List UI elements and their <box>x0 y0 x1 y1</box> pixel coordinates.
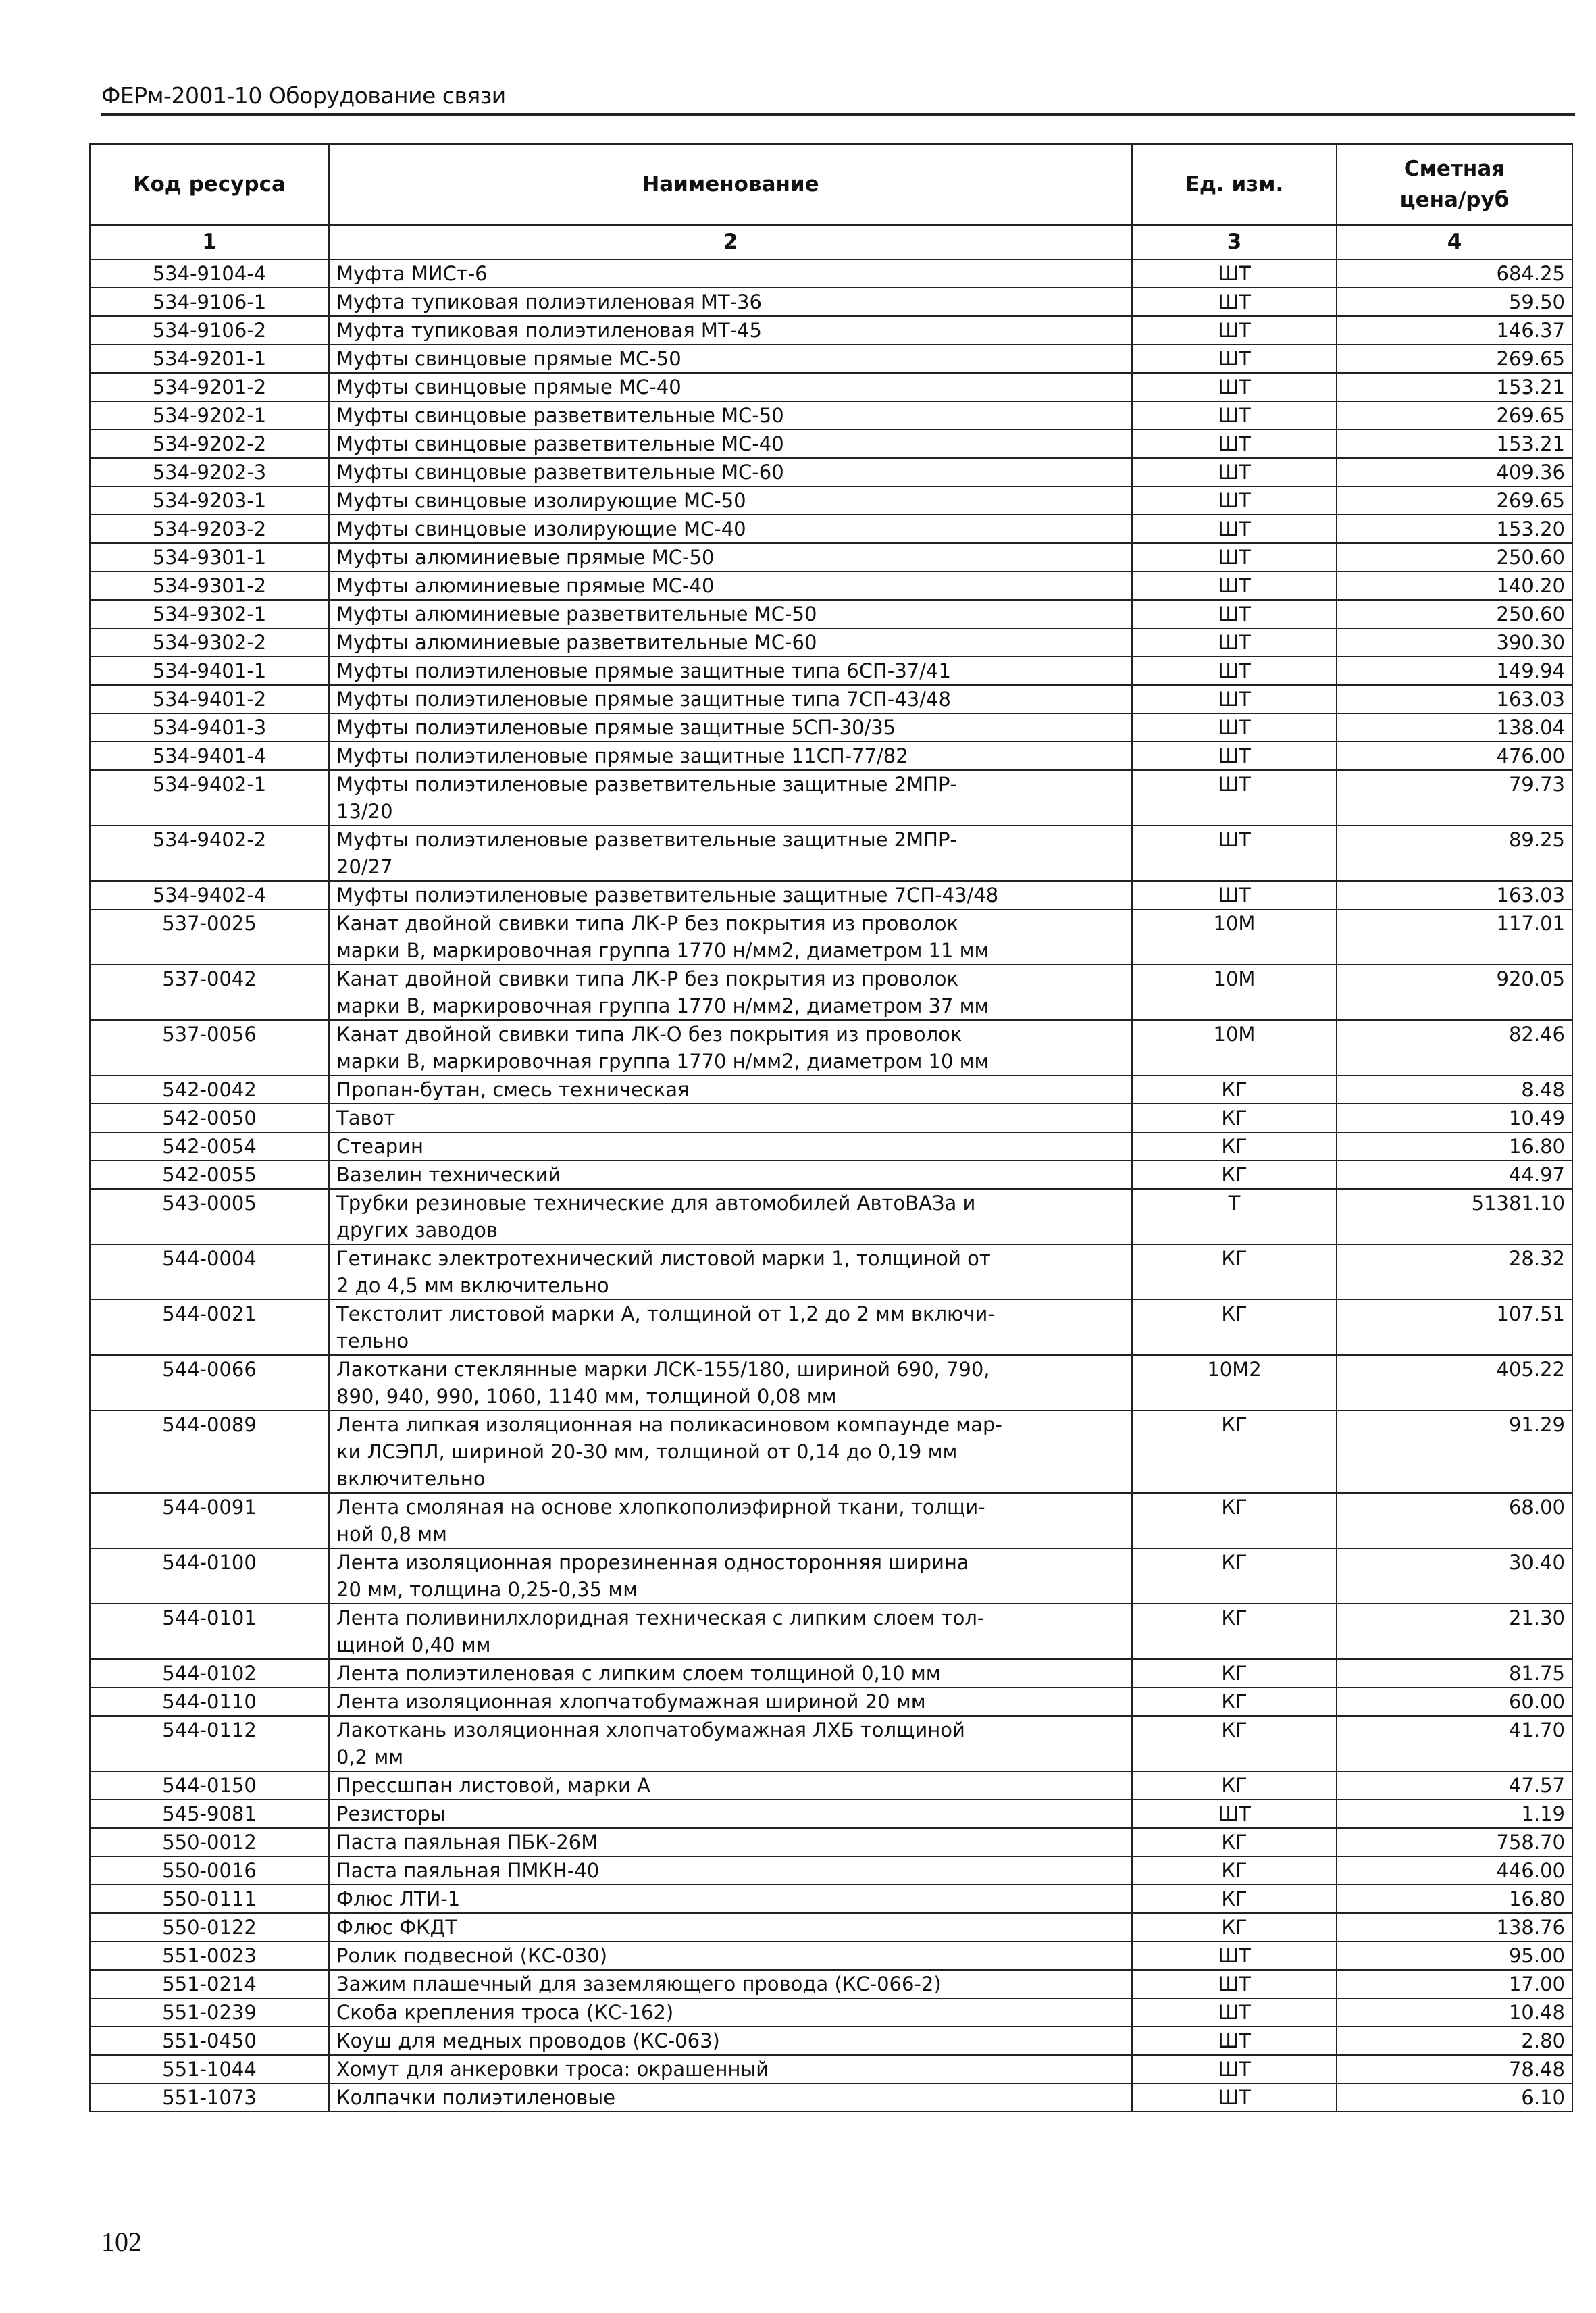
table-row <box>90 1244 1572 1300</box>
resource-name: Муфты свинцовые прямые МС-50 <box>329 345 1132 373</box>
resource-name: Текстолит листовой марки А, толщиной от 1,2 до 2 мм включи- тельно <box>329 1300 1132 1355</box>
resource-code: 534-9401-2 <box>90 685 329 713</box>
resource-code: 544-0089 <box>90 1410 329 1493</box>
table-row <box>90 1104 1572 1132</box>
unit: КГ <box>1132 1300 1337 1355</box>
table-row <box>90 1716 1572 1771</box>
resource-name: Скоба крепления троса (КС-162) <box>329 1998 1132 2027</box>
table-row <box>90 1604 1572 1659</box>
price: 117.01 <box>1337 909 1572 965</box>
price: 51381.10 <box>1337 1189 1572 1244</box>
table-row <box>90 742 1572 770</box>
price: 153.21 <box>1337 430 1572 458</box>
unit: КГ <box>1132 1716 1337 1771</box>
unit: КГ <box>1132 1548 1337 1604</box>
table-row <box>90 1856 1572 1885</box>
column-number: 1 <box>90 225 329 259</box>
table-row <box>90 1828 1572 1856</box>
resource-code: 534-9203-1 <box>90 486 329 515</box>
price: 81.75 <box>1337 1659 1572 1687</box>
column-number: 4 <box>1337 225 1572 259</box>
price: 153.20 <box>1337 515 1572 543</box>
resource-name: Канат двойной свивки типа ЛК-Р без покрытия из проволок марки В, маркировочная группа 1770 н/мм2, диаметром 37 мм <box>329 965 1132 1020</box>
resource-code: 550-0012 <box>90 1828 329 1856</box>
column-number: 2 <box>329 225 1132 259</box>
table-row <box>90 288 1572 316</box>
resource-code: 534-9106-1 <box>90 288 329 316</box>
resource-code: 544-0102 <box>90 1659 329 1687</box>
page-header: ФЕРм-2001-10 Оборудование связи <box>101 82 506 109</box>
price: 146.37 <box>1337 316 1572 345</box>
price: 59.50 <box>1337 288 1572 316</box>
price: 390.30 <box>1337 628 1572 657</box>
resource-code: 542-0055 <box>90 1161 329 1189</box>
unit: ШТ <box>1132 288 1337 316</box>
price: 446.00 <box>1337 1856 1572 1885</box>
unit: ШТ <box>1132 742 1337 770</box>
resource-name: Муфты свинцовые разветвительные МС-40 <box>329 430 1132 458</box>
unit: ШТ <box>1132 2027 1337 2055</box>
price: 6.10 <box>1337 2083 1572 2112</box>
table-row <box>90 825 1572 881</box>
table-body <box>90 259 1572 2112</box>
price: 16.80 <box>1337 1132 1572 1161</box>
resource-code: 551-0023 <box>90 1941 329 1970</box>
resource-code: 544-0110 <box>90 1687 329 1716</box>
unit: КГ <box>1132 1132 1337 1161</box>
unit: ШТ <box>1132 486 1337 515</box>
resource-code: 551-0214 <box>90 1970 329 1998</box>
resource-name: Хомут для анкеровки троса: окрашенный <box>329 2055 1132 2083</box>
resource-code: 551-0450 <box>90 2027 329 2055</box>
unit: ШТ <box>1132 628 1337 657</box>
unit: ШТ <box>1132 345 1337 373</box>
resource-name: Флюс ФКДТ <box>329 1913 1132 1941</box>
table-row <box>90 259 1572 288</box>
resource-code: 545-9081 <box>90 1800 329 1828</box>
unit: ШТ <box>1132 259 1337 288</box>
price: 138.04 <box>1337 713 1572 742</box>
table-row <box>90 1800 1572 1828</box>
unit: КГ <box>1132 1410 1337 1493</box>
price: 78.48 <box>1337 2055 1572 2083</box>
resource-code: 550-0111 <box>90 1885 329 1913</box>
price: 107.51 <box>1337 1300 1572 1355</box>
table-row <box>90 1970 1572 1998</box>
table-row <box>90 2083 1572 2112</box>
resource-name: Муфта тупиковая полиэтиленовая МТ-36 <box>329 288 1132 316</box>
price: 95.00 <box>1337 1941 1572 1970</box>
price: 758.70 <box>1337 1828 1572 1856</box>
resource-name: Гетинакс электротехнический листовой марки 1, толщиной от 2 до 4,5 мм включительно <box>329 1244 1132 1300</box>
unit: КГ <box>1132 1604 1337 1659</box>
table-row <box>90 1020 1572 1075</box>
resource-code: 534-9201-2 <box>90 373 329 401</box>
table-row <box>90 430 1572 458</box>
resource-code: 544-0021 <box>90 1300 329 1355</box>
price: 684.25 <box>1337 259 1572 288</box>
resource-code: 534-9202-1 <box>90 401 329 430</box>
unit: КГ <box>1132 1075 1337 1104</box>
resource-name: Резисторы <box>329 1800 1132 1828</box>
price: 269.65 <box>1337 345 1572 373</box>
unit: ШТ <box>1132 515 1337 543</box>
table-row <box>90 628 1572 657</box>
unit: КГ <box>1132 1885 1337 1913</box>
price: 16.80 <box>1337 1885 1572 1913</box>
resource-name: Паста паяльная ПМКН-40 <box>329 1856 1132 1885</box>
table-row <box>90 909 1572 965</box>
price: 250.60 <box>1337 543 1572 571</box>
unit: ШТ <box>1132 881 1337 909</box>
price: 476.00 <box>1337 742 1572 770</box>
table-row <box>90 1913 1572 1941</box>
table-row <box>90 571 1572 600</box>
resource-code: 534-9104-4 <box>90 259 329 288</box>
table-row <box>90 1771 1572 1800</box>
resource-code: 537-0056 <box>90 1020 329 1075</box>
resource-code: 534-9301-2 <box>90 571 329 600</box>
resource-code: 542-0054 <box>90 1132 329 1161</box>
unit: 10М <box>1132 909 1337 965</box>
table-row <box>90 1355 1572 1410</box>
resource-name: Канат двойной свивки типа ЛК-Р без покрытия из проволок марки В, маркировочная группа 1770 н/мм2, диаметром 11 мм <box>329 909 1132 965</box>
resource-code: 534-9301-1 <box>90 543 329 571</box>
resource-name: Муфты полиэтиленовые прямые защитные 5СП-30/35 <box>329 713 1132 742</box>
resource-name: Тавот <box>329 1104 1132 1132</box>
table-row <box>90 1885 1572 1913</box>
resource-code: 534-9401-4 <box>90 742 329 770</box>
price: 82.46 <box>1337 1020 1572 1075</box>
resource-name: Муфты алюминиевые прямые МС-40 <box>329 571 1132 600</box>
table-row <box>90 1075 1572 1104</box>
table-row <box>90 2055 1572 2083</box>
resource-name: Лента смоляная на основе хлопкополиэфирной ткани, толщи- ной 0,8 мм <box>329 1493 1132 1548</box>
unit: Т <box>1132 1189 1337 1244</box>
price: 10.49 <box>1337 1104 1572 1132</box>
unit: КГ <box>1132 1687 1337 1716</box>
unit: 10М2 <box>1132 1355 1337 1410</box>
table-row <box>90 543 1572 571</box>
resource-name: Муфты свинцовые разветвительные МС-60 <box>329 458 1132 486</box>
price: 91.29 <box>1337 1410 1572 1493</box>
table-row <box>90 1659 1572 1687</box>
unit: КГ <box>1132 1104 1337 1132</box>
price: 153.21 <box>1337 373 1572 401</box>
resource-code: 534-9201-1 <box>90 345 329 373</box>
unit: ШТ <box>1132 770 1337 825</box>
unit: ШТ <box>1132 401 1337 430</box>
resource-name: Лакоткань изоляционная хлопчатобумажная ЛХБ толщиной 0,2 мм <box>329 1716 1132 1771</box>
resource-name: Трубки резиновые технические для автомобилей АвтоВАЗа и других заводов <box>329 1189 1132 1244</box>
resource-code: 534-9202-2 <box>90 430 329 458</box>
unit: ШТ <box>1132 1800 1337 1828</box>
resource-name: Муфты полиэтиленовые прямые защитные типа 7СП-43/48 <box>329 685 1132 713</box>
resource-name: Лента липкая изоляционная на поликасиновом компаунде мар- ки ЛСЭПЛ, шириной 20-30 мм, толщиной от 0,14 до 0,19 мм включительно <box>329 1410 1132 1493</box>
unit: КГ <box>1132 1771 1337 1800</box>
table-row <box>90 685 1572 713</box>
price: 79.73 <box>1337 770 1572 825</box>
table-row <box>90 1300 1572 1355</box>
resource-name: Муфты алюминиевые прямые МС-50 <box>329 543 1132 571</box>
table-row <box>90 373 1572 401</box>
table-row <box>90 1410 1572 1493</box>
price: 163.03 <box>1337 685 1572 713</box>
resource-code: 534-9302-2 <box>90 628 329 657</box>
resource-name: Муфты свинцовые изолирующие МС-50 <box>329 486 1132 515</box>
header-unit: Ед. изм. <box>1132 144 1337 225</box>
price: 8.48 <box>1337 1075 1572 1104</box>
resource-code: 534-9402-1 <box>90 770 329 825</box>
price: 47.57 <box>1337 1771 1572 1800</box>
unit: ШТ <box>1132 458 1337 486</box>
resource-code: 544-0100 <box>90 1548 329 1604</box>
unit: КГ <box>1132 1244 1337 1300</box>
resource-code: 550-0122 <box>90 1913 329 1941</box>
resource-name: Паста паяльная ПБК-26М <box>329 1828 1132 1856</box>
resource-name: Флюс ЛТИ-1 <box>329 1885 1132 1913</box>
price: 1.19 <box>1337 1800 1572 1828</box>
column-number: 3 <box>1132 225 1337 259</box>
resource-name: Лента изоляционная хлопчатобумажная шириной 20 мм <box>329 1687 1132 1716</box>
table-row <box>90 1493 1572 1548</box>
resource-code: 542-0042 <box>90 1075 329 1104</box>
resource-name: Колпачки полиэтиленовые <box>329 2083 1132 2112</box>
resource-code: 534-9302-1 <box>90 600 329 628</box>
resource-name: Муфты полиэтиленовые разветвительные защитные 2МПР- 13/20 <box>329 770 1132 825</box>
resource-name: Лента поливинилхлоридная техническая с липким слоем тол- щиной 0,40 мм <box>329 1604 1132 1659</box>
resource-name: Муфты свинцовые разветвительные МС-50 <box>329 401 1132 430</box>
price: 30.40 <box>1337 1548 1572 1604</box>
table-row <box>90 713 1572 742</box>
table-row <box>90 458 1572 486</box>
header-rule <box>101 113 1575 116</box>
resource-name: Муфты полиэтиленовые прямые защитные типа 6СП-37/41 <box>329 657 1132 685</box>
resource-name: Лакоткани стеклянные марки ЛСК-155/180, шириной 690, 790, 890, 940, 990, 1060, 1140 мм, толщиной 0,08 мм <box>329 1355 1132 1410</box>
unit: ШТ <box>1132 571 1337 600</box>
resource-code: 534-9106-2 <box>90 316 329 345</box>
header-name: Наименование <box>329 144 1132 225</box>
resource-name: Муфты полиэтиленовые разветвительные защитные 2МПР- 20/27 <box>329 825 1132 881</box>
resource-name: Прессшпан листовой, марки А <box>329 1771 1132 1800</box>
table-row <box>90 1132 1572 1161</box>
price: 21.30 <box>1337 1604 1572 1659</box>
unit: КГ <box>1132 1161 1337 1189</box>
table-row <box>90 1161 1572 1189</box>
resource-code: 544-0112 <box>90 1716 329 1771</box>
unit: ШТ <box>1132 373 1337 401</box>
resource-name: Стеарин <box>329 1132 1132 1161</box>
unit: КГ <box>1132 1493 1337 1548</box>
resource-code: 551-1044 <box>90 2055 329 2083</box>
resource-name: Коуш для медных проводов (КС-063) <box>329 2027 1132 2055</box>
table-row <box>90 881 1572 909</box>
unit: ШТ <box>1132 600 1337 628</box>
resource-code: 537-0025 <box>90 909 329 965</box>
unit: 10М <box>1132 1020 1337 1075</box>
resource-name: Муфты свинцовые изолирующие МС-40 <box>329 515 1132 543</box>
table-row <box>90 657 1572 685</box>
header-code: Код ресурса <box>90 144 329 225</box>
resource-name: Лента изоляционная прорезиненная односторонняя ширина 20 мм, толщина 0,25-0,35 мм <box>329 1548 1132 1604</box>
unit: КГ <box>1132 1659 1337 1687</box>
header-price: Сметная цена/руб <box>1337 144 1572 225</box>
resource-name: Муфты полиэтиленовые разветвительные защитные 7СП-43/48 <box>329 881 1132 909</box>
unit: ШТ <box>1132 713 1337 742</box>
table-row <box>90 316 1572 345</box>
price: 163.03 <box>1337 881 1572 909</box>
price: 2.80 <box>1337 2027 1572 2055</box>
unit: ШТ <box>1132 657 1337 685</box>
unit: 10М <box>1132 965 1337 1020</box>
resource-code: 534-9203-2 <box>90 515 329 543</box>
resource-code: 534-9202-3 <box>90 458 329 486</box>
unit: ШТ <box>1132 543 1337 571</box>
unit: ШТ <box>1132 825 1337 881</box>
resource-code: 550-0016 <box>90 1856 329 1885</box>
table-row <box>90 600 1572 628</box>
price: 149.94 <box>1337 657 1572 685</box>
unit: ШТ <box>1132 1941 1337 1970</box>
table-row <box>90 1548 1572 1604</box>
resource-code: 537-0042 <box>90 965 329 1020</box>
resource-name: Муфта тупиковая полиэтиленовая МТ-45 <box>329 316 1132 345</box>
table-row <box>90 1998 1572 2027</box>
resource-name: Зажим плашечный для заземляющего провода (КС-066-2) <box>329 1970 1132 1998</box>
column-numbers-row <box>90 225 1572 259</box>
resource-code: 544-0101 <box>90 1604 329 1659</box>
table-row <box>90 770 1572 825</box>
unit: ШТ <box>1132 2083 1337 2112</box>
price: 60.00 <box>1337 1687 1572 1716</box>
unit: ШТ <box>1132 2055 1337 2083</box>
price: 68.00 <box>1337 1493 1572 1548</box>
resource-name: Канат двойной свивки типа ЛК-О без покрытия из проволок марки В, маркировочная группа 1770 н/мм2, диаметром 10 мм <box>329 1020 1132 1075</box>
price: 405.22 <box>1337 1355 1572 1410</box>
resource-name: Муфты свинцовые прямые МС-40 <box>329 373 1132 401</box>
resource-name: Муфта МИСт-6 <box>329 259 1132 288</box>
price: 89.25 <box>1337 825 1572 881</box>
resource-name: Лента полиэтиленовая с липким слоем толщиной 0,10 мм <box>329 1659 1132 1687</box>
resource-code: 534-9402-4 <box>90 881 329 909</box>
table-row <box>90 1189 1572 1244</box>
price: 138.76 <box>1337 1913 1572 1941</box>
resource-code: 551-0239 <box>90 1998 329 2027</box>
price: 140.20 <box>1337 571 1572 600</box>
resource-code: 544-0004 <box>90 1244 329 1300</box>
resource-name: Пропан-бутан, смесь техническая <box>329 1075 1132 1104</box>
unit: ШТ <box>1132 1970 1337 1998</box>
price: 269.65 <box>1337 401 1572 430</box>
resource-code: 534-9401-1 <box>90 657 329 685</box>
resource-code: 543-0005 <box>90 1189 329 1244</box>
resource-code: 544-0091 <box>90 1493 329 1548</box>
resource-code: 534-9402-2 <box>90 825 329 881</box>
unit: ШТ <box>1132 685 1337 713</box>
resource-name: Муфты полиэтиленовые прямые защитные 11СП-77/82 <box>329 742 1132 770</box>
resource-price-table <box>89 143 1573 2112</box>
price: 250.60 <box>1337 600 1572 628</box>
table-row <box>90 965 1572 1020</box>
resource-code: 544-0066 <box>90 1355 329 1410</box>
table-row <box>90 1941 1572 1970</box>
price: 17.00 <box>1337 1970 1572 1998</box>
table-row <box>90 401 1572 430</box>
unit: ШТ <box>1132 1998 1337 2027</box>
unit: КГ <box>1132 1828 1337 1856</box>
table-row <box>90 1687 1572 1716</box>
resource-code: 542-0050 <box>90 1104 329 1132</box>
unit: ШТ <box>1132 430 1337 458</box>
resource-name: Вазелин технический <box>329 1161 1132 1189</box>
price: 10.48 <box>1337 1998 1572 2027</box>
unit: КГ <box>1132 1913 1337 1941</box>
price: 269.65 <box>1337 486 1572 515</box>
price: 28.32 <box>1337 1244 1572 1300</box>
price: 920.05 <box>1337 965 1572 1020</box>
unit: ШТ <box>1132 316 1337 345</box>
resource-name: Муфты алюминиевые разветвительные МС-50 <box>329 600 1132 628</box>
resource-code: 544-0150 <box>90 1771 329 1800</box>
price: 409.36 <box>1337 458 1572 486</box>
unit: КГ <box>1132 1856 1337 1885</box>
page-number: 102 <box>101 2227 142 2257</box>
table-row <box>90 345 1572 373</box>
table-row <box>90 486 1572 515</box>
table-header-row <box>90 144 1572 225</box>
resource-name: Ролик подвесной (КС-030) <box>329 1941 1132 1970</box>
resource-code: 534-9401-3 <box>90 713 329 742</box>
price: 41.70 <box>1337 1716 1572 1771</box>
table-row <box>90 515 1572 543</box>
resource-name: Муфты алюминиевые разветвительные МС-60 <box>329 628 1132 657</box>
table-row <box>90 2027 1572 2055</box>
resource-code: 551-1073 <box>90 2083 329 2112</box>
price: 44.97 <box>1337 1161 1572 1189</box>
